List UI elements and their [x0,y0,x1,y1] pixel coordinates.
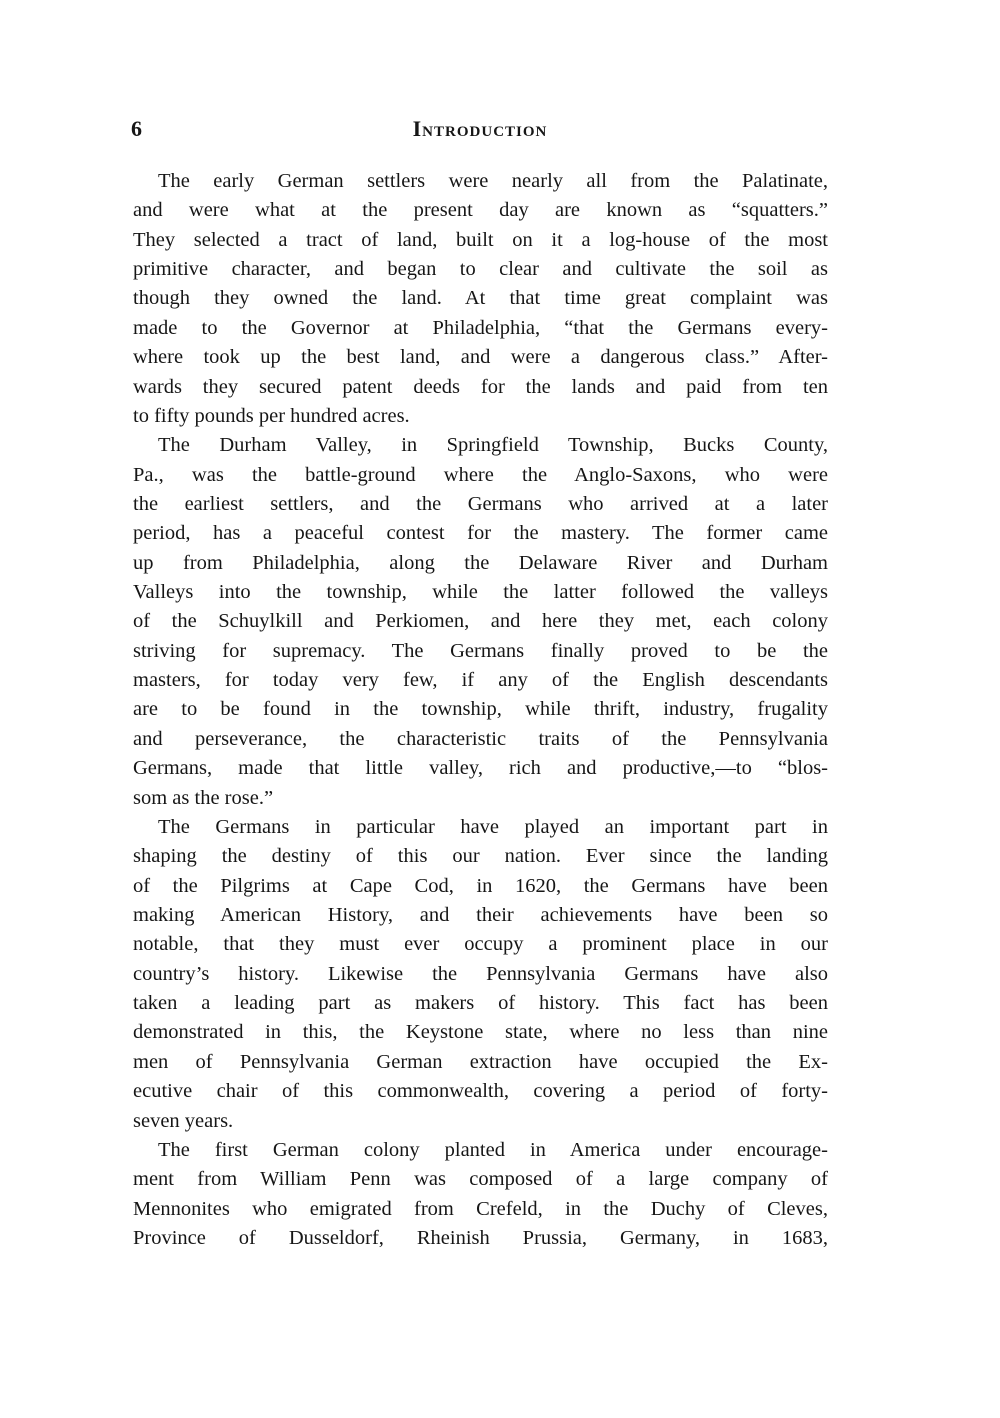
text-line: ment from William Penn was composed of a large company of [133,1168,828,1191]
body-text [133,167,828,1253]
text-line: Province of Dusseldorf, Rheinish Prussia, Germany, in 1683, [133,1226,828,1249]
running-head [0,116,1000,142]
text-line: The Durham Valley, in Springfield Township, Bucks County, [158,434,828,457]
running-head-title: Introduction [412,116,548,141]
text-line: demonstrated in this, the Keystone state, where no less than nine [133,1021,828,1044]
text-line: Germans, made that little valley, rich and productive,—to “blos- [133,757,828,780]
text-line: The first German colony planted in America under encourage- [158,1138,828,1161]
text-line: wards they secured patent deeds for the lands and paid from ten [133,375,828,398]
text-line: Pa., was the battle-ground where the Anglo-Saxons, who were [133,463,828,486]
text-line: shaping the destiny of this our nation. Ever since the landing [133,845,828,868]
text-line: striving for supremacy. The Germans finally proved to be the [133,639,828,662]
text-line: Mennonites who emigrated from Crefeld, in the Duchy of Cleves, [133,1197,828,1220]
text-line: ecutive chair of this commonwealth, covering a period of forty- [133,1080,828,1103]
page-number: 6 [131,116,142,141]
paragraph [133,813,828,1136]
text-line: up from Philadelphia, along the Delaware River and Durham [133,551,828,574]
text-line: The early German settlers were nearly all from the Palatinate, [158,170,828,192]
text-line: masters, for today very few, if any of the English descendants [133,669,828,692]
text-line: to fifty pounds per hundred acres. [133,404,410,427]
paragraph [133,431,828,813]
paragraph [133,1136,828,1253]
text-line: country’s history. Likewise the Pennsylvania Germans have also [133,962,828,985]
text-line: taken a leading part as makers of history. This fact has been [133,992,828,1015]
text-line: of the Pilgrims at Cape Cod, in 1620, the Germans have been [133,874,828,897]
text-line: the earliest settlers, and the Germans who arrived at a later [133,492,828,515]
text-line: som as the rose.” [133,786,274,809]
text-line: making American History, and their achievements have been so [133,903,828,926]
text-line: though they owned the land. At that time great complaint was [133,287,828,310]
text-line: and perseverance, the characteristic traits of the Pennsylvania [133,727,828,750]
text-line: made to the Governor at Philadelphia, “that the Germans every- [133,316,828,339]
text-line: They selected a tract of land, built on it a log-house of the most [133,228,828,251]
text-line: are to be found in the township, while thrift, industry, frugality [133,698,828,721]
text-line: seven years. [133,1109,234,1132]
text-line: primitive character, and began to clear and cultivate the soil as [133,258,828,281]
text-line: Valleys into the township, while the latter followed the valleys [133,581,828,604]
text-line: where took up the best land, and were a dangerous class.” After- [133,346,828,369]
text-line: of the Schuylkill and Perkiomen, and here they met, each colony [133,610,828,633]
paragraph [133,167,828,431]
text-line: and were what at the present day are known as “squatters.” [133,199,828,222]
text-line: men of Pennsylvania German extraction have occupied the Ex- [133,1050,828,1073]
text-line: notable, that they must ever occupy a prominent place in our [133,933,828,956]
text-line: period, has a peaceful contest for the mastery. The former came [133,522,828,545]
text-line: The Germans in particular have played an important part in [158,815,828,838]
